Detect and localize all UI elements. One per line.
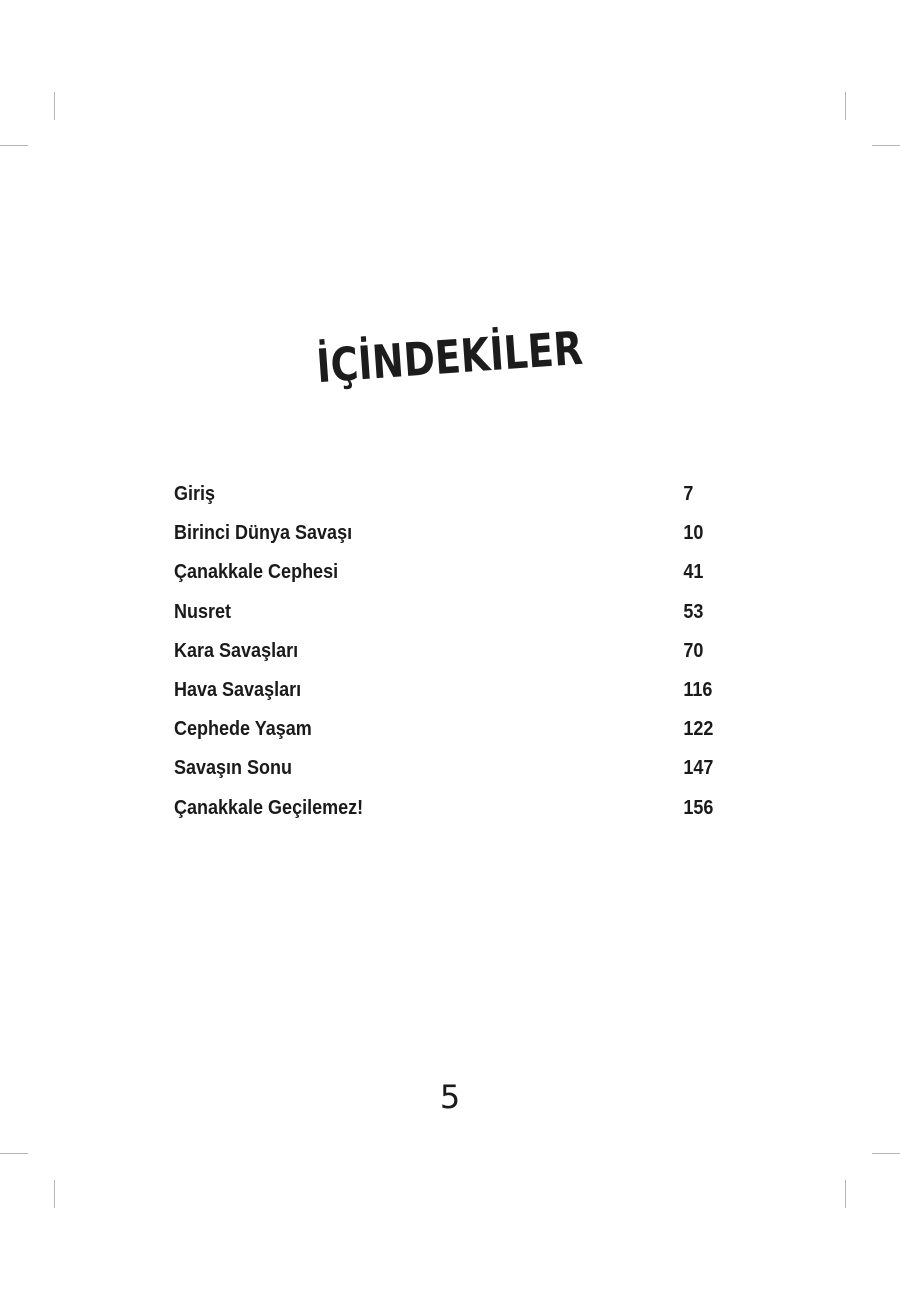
toc-entry-title: Kara Savaşları [174, 639, 299, 662]
crop-mark-bottom-right-vertical [845, 1180, 846, 1208]
toc-entry [174, 712, 714, 751]
toc-entry-title: Giriş [174, 483, 216, 505]
page-title-text: İÇİNDEKİLER [315, 320, 585, 394]
toc-entry-page: 7 [683, 483, 694, 505]
toc-entry-title: Çanakkale Geçilemez! [174, 796, 364, 819]
toc-entry [174, 516, 704, 555]
toc-entry-title: Nusret [174, 600, 232, 623]
table-of-contents [174, 477, 734, 830]
toc-entry-title: Savaşın Sonu [174, 757, 293, 780]
toc-entry-title: Çanakkale Cephesi [174, 561, 339, 584]
page-title [0, 320, 900, 394]
toc-entry-page: 10 [683, 522, 704, 545]
toc-entry-page: 156 [683, 796, 714, 819]
toc-entry-page: 53 [683, 600, 704, 623]
crop-mark-top-left-vertical [54, 92, 55, 120]
toc-entry [174, 634, 704, 673]
crop-mark-bottom-left-horizontal [0, 1153, 28, 1154]
crop-mark-bottom-right-horizontal [872, 1153, 900, 1154]
toc-entry [174, 477, 694, 516]
toc-entry-page: 116 [683, 678, 713, 701]
crop-mark-top-left-horizontal [0, 145, 28, 146]
toc-entry-page: 41 [683, 561, 704, 584]
toc-entry [174, 673, 713, 712]
toc-entry-page: 147 [683, 757, 714, 780]
toc-entry [174, 595, 704, 634]
toc-entry [174, 791, 714, 830]
toc-entry [174, 555, 704, 594]
toc-entry-title: Hava Savaşları [174, 678, 302, 701]
toc-entry-title: Birinci Dünya Savaşı [174, 522, 353, 545]
toc-entry [174, 751, 714, 790]
crop-mark-top-right-vertical [845, 92, 846, 120]
page-number: 5 [439, 1078, 461, 1116]
toc-entry-page: 122 [683, 718, 714, 741]
crop-mark-bottom-left-vertical [54, 1180, 55, 1208]
toc-entry-page: 70 [683, 639, 704, 662]
crop-mark-top-right-horizontal [872, 145, 900, 146]
toc-entry-title: Cephede Yaşam [174, 718, 312, 741]
